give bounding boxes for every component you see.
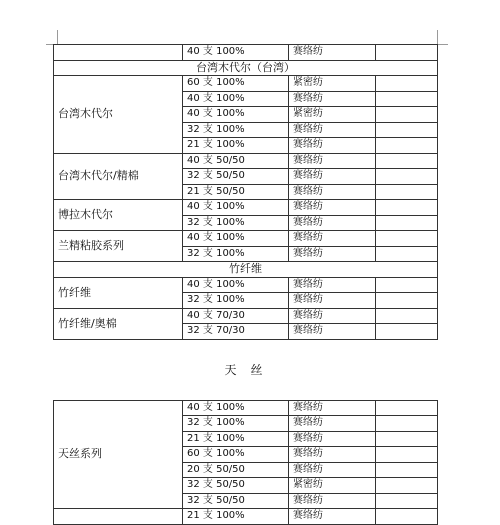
- table-row: [54, 308, 438, 324]
- spacer: [54, 339, 438, 360]
- process-cell: 赛络纺: [289, 493, 376, 509]
- spec-cell: 21 支 100%: [183, 138, 289, 154]
- section-header-row: [54, 60, 438, 76]
- spec-cell: 40 支 100%: [183, 277, 289, 293]
- section-header-row: [54, 262, 438, 278]
- table-row: [54, 277, 438, 293]
- process-cell: 赛络纺: [289, 215, 376, 231]
- note-cell: [376, 122, 438, 138]
- spec-cell: 60 支 100%: [183, 76, 289, 92]
- process-cell: 赛络纺: [289, 509, 376, 525]
- spec-cell: 40 支 100%: [183, 107, 289, 123]
- process-cell: 赛络纺: [289, 231, 376, 247]
- process-cell: 赛络纺: [289, 293, 376, 309]
- spec-cell: 40 支 100%: [183, 200, 289, 216]
- spec-cell: 32 支 100%: [183, 215, 289, 231]
- table-row: [54, 231, 438, 247]
- section-spacer: [54, 339, 438, 360]
- category-cell: 竹纤维/奥棉: [54, 308, 183, 339]
- category-cell: 天丝系列: [54, 400, 183, 509]
- process-cell: 赛络纺: [289, 447, 376, 463]
- table-row: [54, 153, 438, 169]
- spec-cell: 40 支 50/50: [183, 153, 289, 169]
- note-cell: [376, 478, 438, 494]
- spec-cell: 60 支 100%: [183, 447, 289, 463]
- spec-cell: 40 支 100%: [183, 231, 289, 247]
- process-cell: 赛络纺: [289, 416, 376, 432]
- category-cell: 博拉木代尔: [54, 200, 183, 231]
- process-cell: 赛络纺: [289, 462, 376, 478]
- note-cell: [376, 231, 438, 247]
- table-row: [54, 76, 438, 92]
- process-cell: 赛络纺: [289, 431, 376, 447]
- note-cell: [376, 153, 438, 169]
- spec-cell: 20 支 50/50: [183, 462, 289, 478]
- spec-cell: 32 支 100%: [183, 293, 289, 309]
- crop-mark-top-right: [437, 30, 438, 44]
- note-cell: [376, 215, 438, 231]
- section-spacer: [54, 380, 438, 401]
- spec-cell: 32 支 100%: [183, 122, 289, 138]
- note-cell: [376, 45, 438, 61]
- table-row: [54, 200, 438, 216]
- note-cell: [376, 277, 438, 293]
- section-title: 天丝: [224, 362, 277, 377]
- table-row: [54, 400, 438, 416]
- spec-cell: 40 支 100%: [183, 45, 289, 61]
- spec-cell: 21 支 100%: [183, 509, 289, 525]
- table-row: [54, 509, 438, 525]
- note-cell: [376, 107, 438, 123]
- category-cell: 台湾木代尔/精棉: [54, 153, 183, 200]
- note-cell: [376, 184, 438, 200]
- note-cell: [376, 308, 438, 324]
- section-title: 台湾木代尔（台湾）: [54, 60, 438, 76]
- category-cell: 兰精粘胶系列: [54, 231, 183, 262]
- note-cell: [376, 293, 438, 309]
- process-cell: 赛络纺: [289, 324, 376, 340]
- note-cell: [376, 138, 438, 154]
- note-cell: [376, 493, 438, 509]
- note-cell: [376, 91, 438, 107]
- process-cell: 赛络纺: [289, 246, 376, 262]
- process-cell: 赛络纺: [289, 169, 376, 185]
- category-cell: [54, 45, 183, 61]
- process-cell: 赛络纺: [289, 122, 376, 138]
- spec-cell: 40 支 100%: [183, 400, 289, 416]
- spec-cell: 32 支 50/50: [183, 493, 289, 509]
- note-cell: [376, 400, 438, 416]
- process-cell: 紧密纺: [289, 76, 376, 92]
- note-cell: [376, 416, 438, 432]
- process-cell: 赛络纺: [289, 308, 376, 324]
- process-cell: 紧密纺: [289, 107, 376, 123]
- yarn-spec-table: [53, 44, 438, 525]
- spec-cell: 32 支 50/50: [183, 478, 289, 494]
- process-cell: 赛络纺: [289, 138, 376, 154]
- section-title: 竹纤维: [54, 262, 438, 278]
- spec-cell: 32 支 100%: [183, 246, 289, 262]
- spec-cell: 32 支 100%: [183, 416, 289, 432]
- process-cell: 赛络纺: [289, 200, 376, 216]
- process-cell: 赛络纺: [289, 153, 376, 169]
- spec-cell: 32 支 70/30: [183, 324, 289, 340]
- spec-cell: 40 支 70/30: [183, 308, 289, 324]
- crop-mark-top-left: [57, 30, 58, 44]
- crop-mark-top-right: [437, 44, 448, 45]
- section-header-row: [54, 360, 438, 380]
- note-cell: [376, 447, 438, 463]
- note-cell: [376, 200, 438, 216]
- spec-cell: 40 支 100%: [183, 91, 289, 107]
- category-cell: [54, 509, 183, 525]
- note-cell: [376, 76, 438, 92]
- note-cell: [376, 509, 438, 525]
- note-cell: [376, 462, 438, 478]
- table-row: [54, 45, 438, 61]
- category-cell: 竹纤维: [54, 277, 183, 308]
- note-cell: [376, 169, 438, 185]
- spec-cell: 21 支 50/50: [183, 184, 289, 200]
- spec-cell: 21 支 100%: [183, 431, 289, 447]
- note-cell: [376, 431, 438, 447]
- note-cell: [376, 246, 438, 262]
- spacer: [54, 380, 438, 401]
- process-cell: 赛络纺: [289, 91, 376, 107]
- note-cell: [376, 324, 438, 340]
- process-cell: 赛络纺: [289, 45, 376, 61]
- process-cell: 紧密纺: [289, 478, 376, 494]
- spec-cell: 32 支 50/50: [183, 169, 289, 185]
- process-cell: 赛络纺: [289, 184, 376, 200]
- process-cell: 赛络纺: [289, 277, 376, 293]
- category-cell: 台湾木代尔: [54, 76, 183, 154]
- process-cell: 赛络纺: [289, 400, 376, 416]
